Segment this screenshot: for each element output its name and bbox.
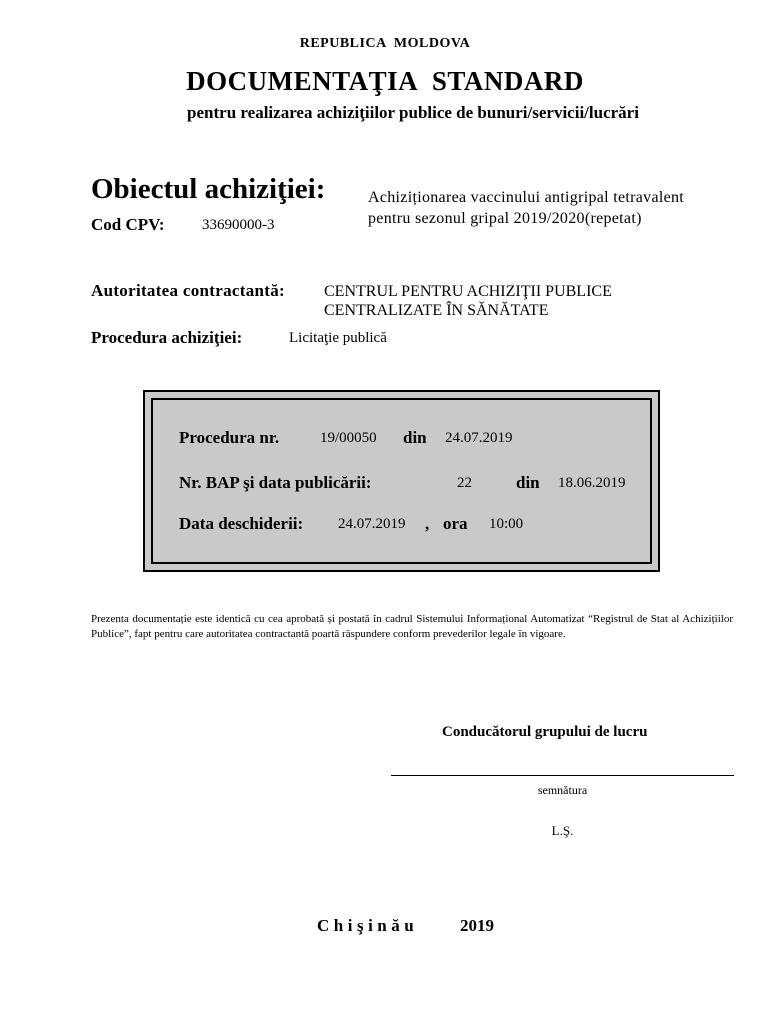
opening-label: Data deschiderii:	[179, 514, 304, 533]
object-value-line2: pentru sezonul gripal 2019/2020(repetat)	[368, 210, 642, 227]
cpv-label: Cod CPV:	[91, 215, 165, 234]
bap-date: 18.06.2019	[558, 475, 626, 491]
bap-label: Nr. BAP şi data publicării:	[179, 473, 372, 492]
opening-ora-label: ora	[443, 514, 468, 533]
opening-date: 24.07.2019	[338, 516, 406, 532]
opening-ora-value: 10:00	[489, 516, 524, 532]
bap-value: 22	[457, 475, 472, 491]
signature-title: Conducătorul grupului de lucru	[442, 724, 648, 740]
procedure-date: 24.07.2019	[445, 430, 513, 446]
object-label: Obiectul achiziţiei:	[91, 173, 326, 205]
object-value-line1: Achiziționarea vaccinului antigripal tetravalent	[368, 189, 685, 206]
cpv-value: 33690000-3	[202, 217, 275, 233]
country-heading: REPUBLICA MOLDOVA	[299, 36, 471, 51]
signature-caption: semnătura	[537, 783, 588, 797]
document-title: DOCUMENTAŢIA STANDARD	[186, 66, 584, 96]
document-subtitle: pentru realizarea achiziţiilor publice de bunuri/servicii/lucrări	[187, 103, 639, 122]
authority-value-line2: CENTRALIZATE ÎN SĂNĂTATE	[324, 302, 549, 319]
procedure-type-label: Procedura achiziţiei:	[91, 328, 243, 347]
object-value	[368, 187, 758, 229]
opening-comma: ,	[425, 514, 430, 533]
footer-year: 2019	[460, 916, 494, 935]
signature-line	[391, 775, 734, 776]
stamp-placeholder: L.Ş.	[551, 823, 574, 838]
authority-value-line1: CENTRUL PENTRU ACHIZIŢII PUBLICE	[324, 283, 612, 300]
bap-din-label: din	[516, 473, 540, 492]
procedure-number-value: 19/00050	[320, 430, 377, 446]
legal-note: Prezenta documentație este identică cu cea aprobată și postată în cadrul Sistemului Informațional Automatizat “Registrul de Stat al Achizițiilor Publice”, fapt pentru care autoritatea contractantă poartă răspundere conform prevederilor legale în vigoare.	[91, 613, 733, 640]
authority-value	[324, 282, 612, 320]
procedure-number-label: Procedura nr.	[179, 428, 280, 447]
procedure-type-value: Licitaţie publică	[289, 330, 387, 346]
procedure-din-label: din	[403, 428, 427, 447]
authority-label: Autoritatea contractantă:	[91, 281, 285, 300]
footer-city: Chişinău	[317, 916, 419, 935]
